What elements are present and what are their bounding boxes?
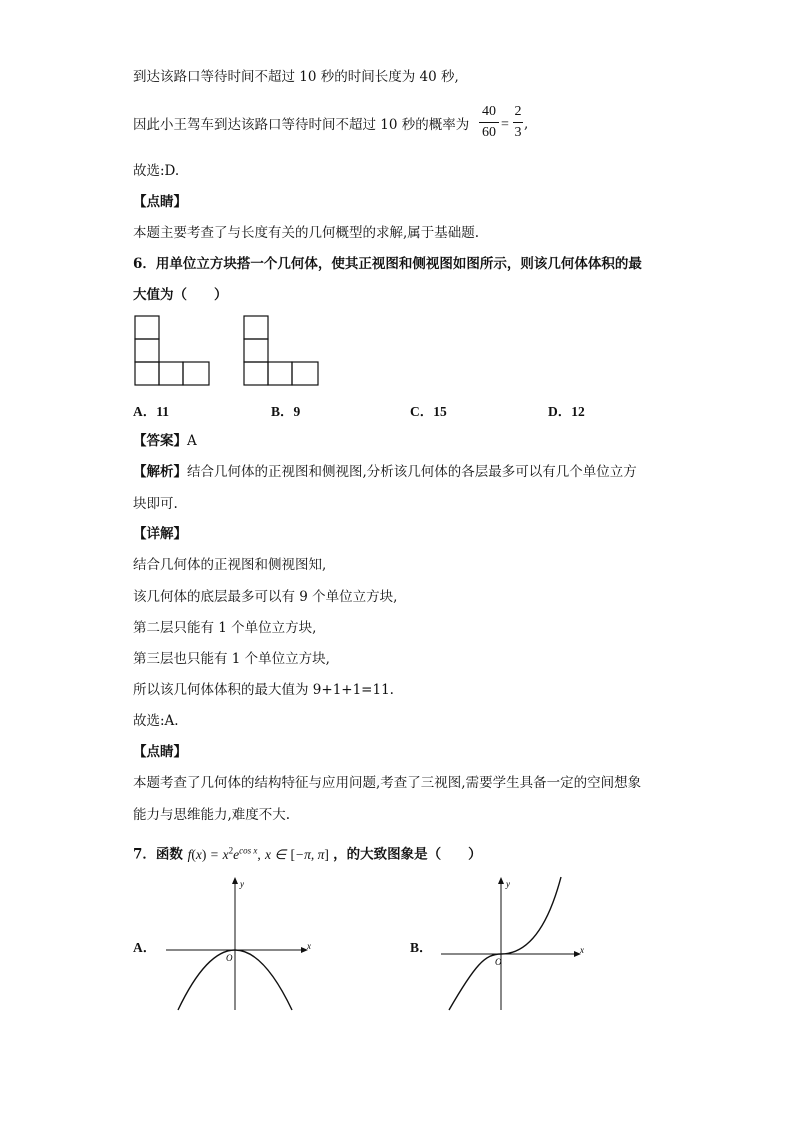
line-1: 到达该路口等待时间不超过 10 秒的时间长度为 40 秒, bbox=[133, 69, 459, 85]
q7-interval: −π, π bbox=[294, 846, 325, 862]
front-view-diagram bbox=[134, 315, 212, 387]
q7-cos: cos x bbox=[239, 845, 258, 855]
equals-sign: = bbox=[501, 117, 509, 132]
comment-label-2: 【点睛】 bbox=[133, 744, 187, 760]
q7-exp2: 2 bbox=[228, 845, 234, 855]
analysis-line-2: 块即可. bbox=[133, 496, 178, 512]
answer-value: A bbox=[187, 433, 197, 449]
q7-option-a[interactable]: A． bbox=[133, 940, 157, 955]
analysis-line-1 bbox=[133, 463, 637, 481]
graph-a-y-label: y bbox=[240, 879, 244, 889]
line-2 bbox=[133, 116, 469, 134]
graph-b-x-label: x bbox=[580, 945, 584, 955]
detail-line-3: 第二层只能有 1 个单位立方块, bbox=[133, 620, 317, 636]
frac2-den: 3 bbox=[514, 125, 522, 140]
answer-line bbox=[133, 432, 197, 450]
question-7 bbox=[133, 841, 482, 864]
q7-prefix: 7．函数 bbox=[133, 846, 183, 863]
q7-function: $f(x) = x^2e^{cos x}$, x ∈ [−π, π] bbox=[187, 845, 329, 862]
q7-e: e bbox=[233, 846, 240, 862]
q7-x2: x bbox=[222, 846, 229, 862]
frac2-num: 2 bbox=[514, 104, 522, 119]
line-2-suffix: , bbox=[524, 116, 529, 132]
q6-option-b[interactable]: B．9 bbox=[271, 404, 301, 419]
frac1-num: 40 bbox=[482, 104, 496, 119]
q6-option-d[interactable]: D．12 bbox=[548, 404, 585, 419]
detail-line-5: 所以该几何体体积的最大值为 9+1+1=11. bbox=[133, 682, 394, 698]
q7-f: f bbox=[187, 846, 192, 862]
comment-line-2: 能力与思维能力,难度不大. bbox=[133, 807, 291, 823]
detail-line-4: 第三层也只能有 1 个单位立方块, bbox=[133, 651, 330, 667]
graph-a bbox=[160, 875, 320, 1015]
line-5: 本题主要考查了与长度有关的几何概型的求解,属于基础题. bbox=[133, 225, 480, 241]
analysis-text: 结合几何体的正视图和侧视图,分析该几何体的各层最多可以有几个单位立方 bbox=[187, 464, 637, 480]
q7-suffix: ，的大致图象是（ ） bbox=[333, 846, 482, 863]
fraction-2-3 bbox=[513, 103, 523, 142]
graph-b bbox=[435, 875, 595, 1015]
q7-x: x bbox=[195, 846, 202, 862]
q6-option-a[interactable]: A．11 bbox=[133, 404, 170, 419]
question-6-line-2: 大值为（ ） bbox=[133, 287, 228, 303]
detail-line-6: 故选:A. bbox=[133, 713, 179, 729]
line-2-text: 因此小王驾车到达该路口等待时间不超过 10 秒的概率为 bbox=[133, 117, 470, 133]
side-view-diagram bbox=[243, 315, 321, 387]
detail-line-2: 该几何体的底层最多可以有 9 个单位立方块, bbox=[133, 589, 398, 605]
q7-in: x ∈ bbox=[265, 846, 287, 862]
q7-option-b[interactable]: B． bbox=[410, 940, 433, 955]
graph-a-x-label: x bbox=[307, 941, 311, 951]
graph-a-origin: O bbox=[226, 953, 233, 963]
graph-b-origin: O bbox=[495, 957, 502, 967]
comment-line-1: 本题考查了几何体的结构特征与应用问题,考查了三视图,需要学生具备一定的空间想象 bbox=[133, 775, 642, 791]
detail-line-1: 结合几何体的正视图和侧视图知, bbox=[133, 557, 327, 573]
q7-eq: = bbox=[210, 846, 219, 862]
comment-label-1: 【点睛】 bbox=[133, 194, 187, 210]
answer-label: 【答案】 bbox=[133, 433, 187, 449]
fraction-40-60 bbox=[479, 103, 499, 142]
detail-label: 【详解】 bbox=[133, 526, 187, 542]
line-3: 故选:D. bbox=[133, 163, 180, 179]
frac1-den: 60 bbox=[482, 125, 496, 140]
analysis-label: 【解析】 bbox=[133, 464, 187, 480]
q6-option-c[interactable]: C．15 bbox=[410, 404, 447, 419]
question-6-line-1: 6．用单位立方块搭一个几何体，使其正视图和侧视图如图所示，则该几何体体积的最 bbox=[133, 256, 642, 272]
graph-b-y-label: y bbox=[506, 879, 510, 889]
